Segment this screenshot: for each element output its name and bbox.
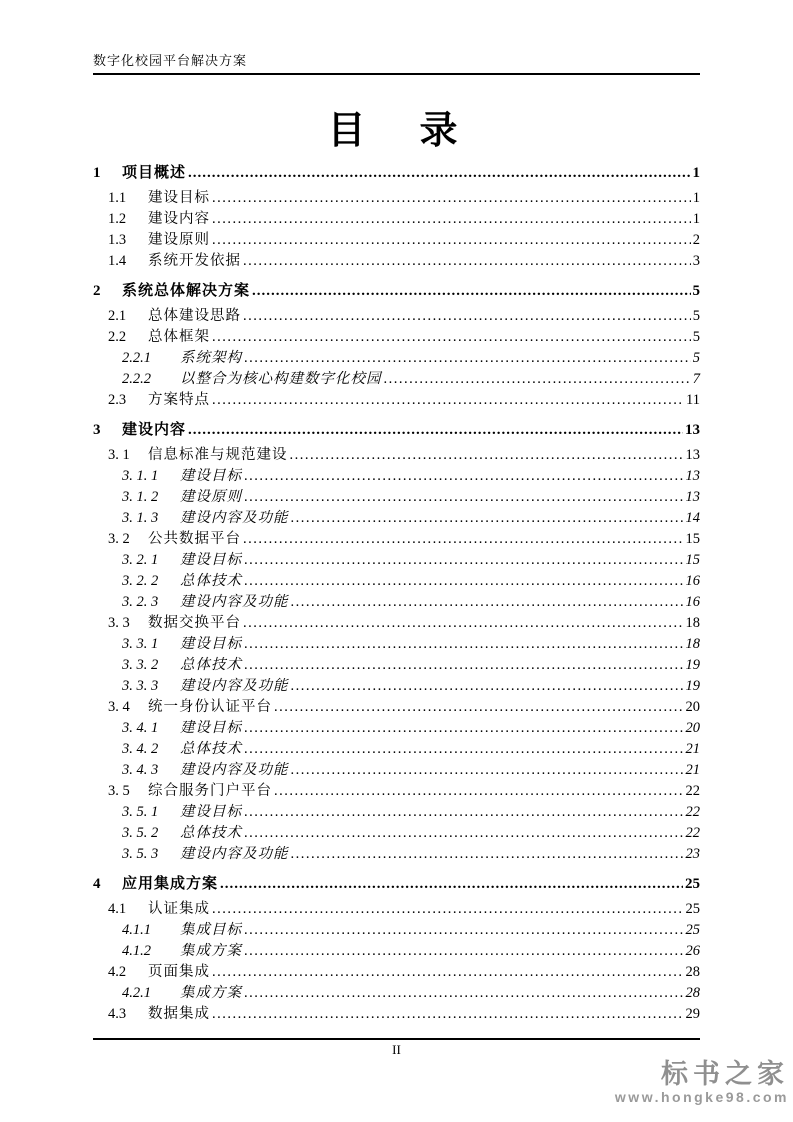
toc-entry-number: 3. 4. 1 [122, 720, 159, 736]
toc-entry-title: 项目概述 [122, 165, 187, 181]
toc-entry-number: 4.2.1 [122, 985, 151, 1001]
dot-leader [243, 529, 684, 550]
toc-entry-title: 建设内容及功能 [180, 762, 289, 778]
toc-entry-title: 方案特点 [148, 392, 210, 408]
toc-entry[interactable] [93, 251, 700, 272]
toc-entry-title: 建设目标 [180, 468, 242, 484]
toc-entry-page: 20 [685, 699, 700, 715]
toc-entry-title: 应用集成方案 [122, 876, 219, 892]
toc-entry-page: 5 [692, 283, 700, 299]
toc-entry-title: 建设内容 [122, 422, 187, 438]
toc-entry[interactable] [93, 571, 700, 592]
toc-entry-title: 数据集成 [148, 1006, 210, 1022]
toc-entry-page: 14 [685, 510, 700, 526]
toc-entry-number: 3. 2. 1 [122, 552, 159, 568]
toc-entry-number: 3. 5. 3 [122, 846, 159, 862]
toc-entry-page: 19 [685, 678, 700, 694]
dot-leader [290, 445, 684, 466]
dot-leader [212, 230, 691, 251]
toc-entry-number: 2.2.1 [122, 350, 151, 366]
toc-entry-page: 13 [685, 489, 700, 505]
toc-entry[interactable] [93, 420, 700, 441]
toc-entry[interactable] [93, 281, 700, 302]
toc-entry-number: 2.3 [108, 392, 127, 408]
toc-entry-page: 1 [692, 211, 700, 227]
dot-leader [291, 676, 684, 697]
toc-entry-page: 15 [685, 531, 700, 547]
toc-entry-title: 总体技术 [180, 825, 242, 841]
toc-entry[interactable] [93, 983, 700, 1004]
toc-entry-title: 建设目标 [180, 804, 242, 820]
toc-entry-number: 1.2 [108, 211, 127, 227]
toc-entry[interactable] [93, 760, 700, 781]
toc-entry-title: 信息标准与规范建设 [148, 447, 288, 463]
toc-entry[interactable] [93, 823, 700, 844]
dot-leader [244, 920, 684, 941]
dot-leader [291, 592, 684, 613]
toc-entry-number: 3. 1. 2 [122, 489, 159, 505]
dot-leader [243, 251, 691, 272]
dot-leader [212, 1004, 684, 1025]
toc-entry-title: 建设目标 [180, 636, 242, 652]
toc-entry-title: 总体技术 [180, 657, 242, 673]
toc-entry-page: 29 [685, 1006, 700, 1022]
toc-entry-page: 5 [692, 329, 700, 345]
toc-entry[interactable] [93, 466, 700, 487]
toc-entry[interactable] [93, 899, 700, 920]
toc-entry[interactable] [93, 487, 700, 508]
toc-entry-page: 2 [692, 232, 700, 248]
toc-entry[interactable] [93, 188, 700, 209]
dot-leader [244, 550, 684, 571]
toc-entry-number: 3 [93, 422, 101, 438]
toc-entry-page: 21 [685, 741, 700, 757]
toc-entry-title: 总体技术 [180, 741, 242, 757]
toc-entry-title: 建设内容及功能 [180, 594, 289, 610]
dot-leader [244, 983, 684, 1004]
dot-leader [244, 941, 684, 962]
toc-entry-page: 16 [685, 594, 700, 610]
toc-entry-title: 建设原则 [148, 232, 210, 248]
toc-entry-title: 集成方案 [180, 943, 242, 959]
dot-leader [252, 281, 690, 302]
toc-entry[interactable] [93, 1004, 700, 1025]
toc-entry[interactable] [93, 508, 700, 529]
toc-entry[interactable] [93, 369, 700, 390]
toc-entry-page: 23 [685, 846, 700, 862]
toc-entry-title: 建设目标 [180, 552, 242, 568]
toc-entry-title: 综合服务门户平台 [148, 783, 272, 799]
toc-entry-page: 1 [692, 190, 700, 206]
toc-entry[interactable] [93, 655, 700, 676]
toc-entry-number: 3. 3. 3 [122, 678, 159, 694]
toc-entry-title: 总体建设思路 [148, 308, 241, 324]
dot-leader [291, 844, 684, 865]
toc-entry[interactable] [93, 163, 700, 184]
toc-entry[interactable] [93, 874, 700, 895]
dot-leader [244, 823, 684, 844]
document-header [93, 0, 700, 75]
toc-entry-number: 3. 2 [108, 531, 130, 547]
toc-entry-title: 统一身份认证平台 [148, 699, 272, 715]
toc-entry-page: 28 [685, 964, 700, 980]
toc-entry-title: 系统架构 [180, 350, 242, 366]
dot-leader [291, 760, 684, 781]
toc-entry-page: 22 [685, 783, 700, 799]
toc-entry-title: 系统总体解决方案 [122, 283, 251, 299]
toc-entry[interactable] [93, 390, 700, 411]
toc-entry[interactable] [93, 550, 700, 571]
dot-leader [212, 390, 684, 411]
toc-entry-title: 建设目标 [180, 720, 242, 736]
toc-entry[interactable] [93, 209, 700, 230]
toc-entry-title: 数据交换平台 [148, 615, 241, 631]
dot-leader [243, 306, 691, 327]
toc-entry-title: 公共数据平台 [148, 531, 241, 547]
toc-entry-page: 1 [692, 165, 700, 181]
dot-leader [274, 781, 684, 802]
toc-entry-number: 3. 1. 1 [122, 468, 159, 484]
dot-leader [244, 487, 684, 508]
toc-entry-title: 建设目标 [148, 190, 210, 206]
toc-entry-number: 3. 2. 3 [122, 594, 159, 610]
toc-entry-number: 1 [93, 165, 101, 181]
toc [93, 163, 700, 1025]
toc-entry-page: 18 [685, 615, 700, 631]
toc-entry-number: 2 [93, 283, 101, 299]
dot-leader [212, 899, 684, 920]
toc-entry[interactable] [93, 941, 700, 962]
watermark-url: www.hongke98.com [614, 1089, 789, 1106]
toc-entry[interactable] [93, 230, 700, 251]
toc-entry-page: 20 [685, 720, 700, 736]
toc-entry-number: 3. 3. 2 [122, 657, 159, 673]
toc-entry[interactable] [93, 697, 700, 718]
toc-entry-title: 建设内容及功能 [180, 510, 289, 526]
dot-leader [244, 739, 684, 760]
toc-entry-page: 25 [685, 876, 700, 892]
toc-entry-page: 19 [685, 657, 700, 673]
toc-entry-number: 3. 3 [108, 615, 130, 631]
toc-entry-page: 3 [692, 253, 700, 269]
toc-entry-number: 4.2 [108, 964, 127, 980]
dot-leader [291, 508, 684, 529]
toc-entry-page: 18 [685, 636, 700, 652]
toc-entry-number: 1.4 [108, 253, 127, 269]
dot-leader [244, 655, 684, 676]
toc-entry-number: 2.2 [108, 329, 127, 345]
dot-leader [274, 697, 684, 718]
dot-leader [188, 420, 683, 441]
toc-entry-page: 22 [685, 825, 700, 841]
toc-entry-number: 3. 3. 1 [122, 636, 159, 652]
dot-leader [212, 962, 684, 983]
toc-entry-page: 22 [685, 804, 700, 820]
page-title: 目 录 [327, 110, 466, 152]
toc-entry-page: 25 [685, 922, 700, 938]
dot-leader [244, 466, 684, 487]
toc-entry-number: 3. 4. 2 [122, 741, 159, 757]
toc-entry-number: 3. 2. 2 [122, 573, 159, 589]
toc-entry-title: 建设原则 [180, 489, 242, 505]
toc-entry[interactable] [93, 327, 700, 348]
toc-entry-number: 3. 1. 3 [122, 510, 159, 526]
toc-entry-title: 总体技术 [180, 573, 242, 589]
toc-entry-title: 认证集成 [148, 901, 210, 917]
toc-entry-number: 3. 4. 3 [122, 762, 159, 778]
toc-entry-title: 集成目标 [180, 922, 242, 938]
toc-entry-title: 系统开发依据 [148, 253, 241, 269]
toc-entry[interactable] [93, 676, 700, 697]
toc-entry-number: 3. 5. 2 [122, 825, 159, 841]
toc-entry-number: 1.3 [108, 232, 127, 248]
header-title: 数字化校园平台解决方案 [93, 53, 248, 68]
toc-entry-number: 2.2.2 [122, 371, 151, 387]
toc-entry-title: 建设内容及功能 [180, 846, 289, 862]
dot-leader [244, 718, 684, 739]
toc-entry[interactable] [93, 802, 700, 823]
toc-entry-number: 4.3 [108, 1006, 127, 1022]
toc-entry-title: 建设内容及功能 [180, 678, 289, 694]
toc-entry-page: 28 [685, 985, 700, 1001]
dot-leader [220, 874, 683, 895]
toc-entry-page: 5 [692, 350, 700, 366]
toc-entry-page: 5 [692, 308, 700, 324]
toc-entry[interactable] [93, 306, 700, 327]
toc-entry[interactable] [93, 592, 700, 613]
toc-entry-number: 4.1.2 [122, 943, 151, 959]
toc-entry-page: 15 [685, 552, 700, 568]
toc-entry-page: 13 [685, 468, 700, 484]
toc-entry-page: 13 [685, 422, 700, 438]
toc-entry-page: 13 [685, 447, 700, 463]
dot-leader [384, 369, 691, 390]
toc-entry-title: 页面集成 [148, 964, 210, 980]
toc-entry-title: 总体框架 [148, 329, 210, 345]
toc-entry-title: 集成方案 [180, 985, 242, 1001]
dot-leader [212, 188, 691, 209]
dot-leader [244, 348, 691, 369]
toc-entry[interactable] [93, 781, 700, 802]
toc-entry[interactable] [93, 634, 700, 655]
toc-entry-number: 3. 5. 1 [122, 804, 159, 820]
toc-entry-number: 4 [93, 876, 101, 892]
toc-entry-number: 1.1 [108, 190, 127, 206]
toc-entry-number: 2.1 [108, 308, 127, 324]
toc-entry[interactable] [93, 613, 700, 634]
toc-entry-number: 4.1.1 [122, 922, 151, 938]
toc-entry-title: 以整合为核心构建数字化校园 [180, 371, 382, 387]
toc-entry[interactable] [93, 962, 700, 983]
toc-entry[interactable] [93, 529, 700, 550]
toc-entry-page: 26 [685, 943, 700, 959]
toc-entry[interactable] [93, 920, 700, 941]
toc-entry-page: 21 [685, 762, 700, 778]
toc-entry-number: 3. 5 [108, 783, 130, 799]
toc-entry[interactable] [93, 718, 700, 739]
toc-entry-page: 11 [686, 392, 700, 408]
toc-entry[interactable] [93, 348, 700, 369]
watermark-logo-text: 标书之家 [661, 1059, 789, 1089]
toc-entry-title: 建设内容 [148, 211, 210, 227]
toc-entry-number: 3. 1 [108, 447, 130, 463]
dot-leader [212, 209, 691, 230]
toc-entry-number: 4.1 [108, 901, 127, 917]
toc-entry[interactable] [93, 739, 700, 760]
document-footer [93, 1038, 700, 1058]
dot-leader [244, 571, 684, 592]
toc-entry-page: 16 [685, 573, 700, 589]
toc-entry-page: 7 [692, 371, 700, 387]
toc-entry[interactable] [93, 844, 700, 865]
dot-leader [243, 613, 684, 634]
page-number-label: II [392, 1042, 401, 1057]
dot-leader [244, 634, 684, 655]
toc-entry[interactable] [93, 445, 700, 466]
dot-leader [188, 163, 690, 184]
watermark [615, 1060, 789, 1105]
toc-entry-page: 25 [685, 901, 700, 917]
dot-leader [244, 802, 684, 823]
toc-entry-number: 3. 4 [108, 699, 130, 715]
dot-leader [212, 327, 691, 348]
